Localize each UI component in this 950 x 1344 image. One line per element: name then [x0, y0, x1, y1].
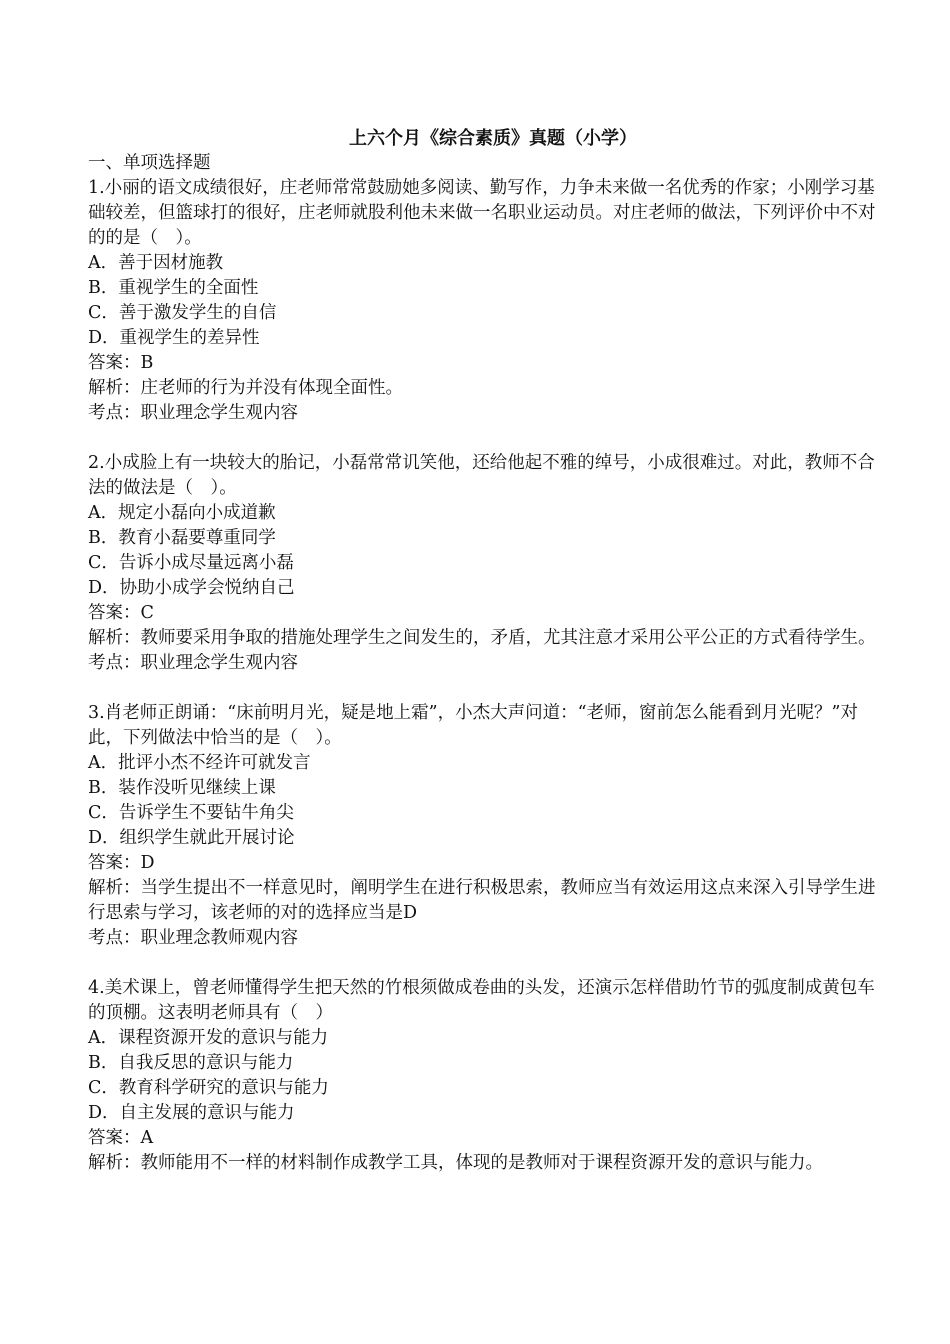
- option-b: B．自我反思的意识与能力: [88, 1053, 294, 1073]
- question-3: [88, 701, 878, 951]
- option-a: A．善于因材施教: [88, 253, 224, 273]
- option-c: C．善于激发学生的自信: [88, 303, 277, 323]
- option-d: D．重视学生的差异性: [88, 328, 260, 348]
- knowledge-point: 考点：职业理念教师观内容: [88, 928, 298, 948]
- answer: 答案：A: [88, 1128, 154, 1148]
- question-4: [88, 976, 878, 1176]
- option-c: C．教育科学研究的意识与能力: [88, 1078, 329, 1098]
- analysis: 解析：当学生提出不一样意见时，阐明学生在进行积极思索，教师应当有效运用这点来深入引导学生进行思索与学习，该老师的对的选择应当是D: [88, 878, 876, 923]
- question-stem: 1.小丽的语文成绩很好，庄老师常常鼓励她多阅读、勤写作，力争未来做一名优秀的作家；小刚学习基础较差，但篮球打的很好，庄老师就股利他未来做一名职业运动员。对庄老师的做法，下列评价中不对的的是（ ）。: [88, 178, 876, 248]
- option-d: D．自主发展的意识与能力: [88, 1103, 295, 1123]
- option-b: B．教育小磊要尊重同学: [88, 528, 276, 548]
- option-d: D．组织学生就此开展讨论: [88, 828, 295, 848]
- option-d: D．协助小成学会悦纳自己: [88, 578, 295, 598]
- section-heading: 一、单项选择题: [88, 153, 211, 173]
- document-page: [88, 126, 878, 1201]
- answer: 答案：B: [88, 353, 154, 373]
- answer: 答案：C: [88, 603, 154, 623]
- answer: 答案：D: [88, 853, 155, 873]
- question-stem: 4.美术课上，曾老师懂得学生把天然的竹根须做成卷曲的头发，还演示怎样借助竹节的弧度制成黄包车的顶棚。这表明老师具有（ ）: [88, 978, 875, 1023]
- question-stem: 3.肖老师正朗诵：“床前明月光，疑是地上霜”，小杰大声问道：“老师，窗前怎么能看到月光呢？”对此，下列做法中恰当的是（ ）。: [88, 703, 858, 748]
- option-b: B．装作没听见继续上课: [88, 778, 276, 798]
- document-title: 上六个月《综合素质》真题（小学）: [349, 128, 637, 149]
- option-a: A．规定小磊向小成道歉: [88, 503, 276, 523]
- option-c: C．告诉小成尽量远离小磊: [88, 553, 294, 573]
- analysis: 解析：教师要采用争取的措施处理学生之间发生的，矛盾，尤其注意才采用公平公正的方式看待学生。: [88, 628, 876, 648]
- option-a: A．批评小杰不经许可就发言: [88, 753, 311, 773]
- option-c: C．告诉学生不要钻牛角尖: [88, 803, 294, 823]
- question-stem: 2.小成脸上有一块较大的胎记，小磊常常讥笑他，还给他起不雅的绰号，小成很难过。对此，教师不合法的做法是（ ）。: [88, 453, 875, 498]
- question-1: [88, 176, 878, 426]
- knowledge-point: 考点：职业理念学生观内容: [88, 653, 298, 673]
- question-2: [88, 451, 878, 676]
- option-a: A．课程资源开发的意识与能力: [88, 1028, 329, 1048]
- analysis: 解析：庄老师的行为并没有体现全面性。: [88, 378, 403, 398]
- knowledge-point: 考点：职业理念学生观内容: [88, 403, 298, 423]
- option-b: B．重视学生的全面性: [88, 278, 259, 298]
- analysis: 解析：教师能用不一样的材料制作成教学工具，体现的是教师对于课程资源开发的意识与能力。: [88, 1153, 823, 1173]
